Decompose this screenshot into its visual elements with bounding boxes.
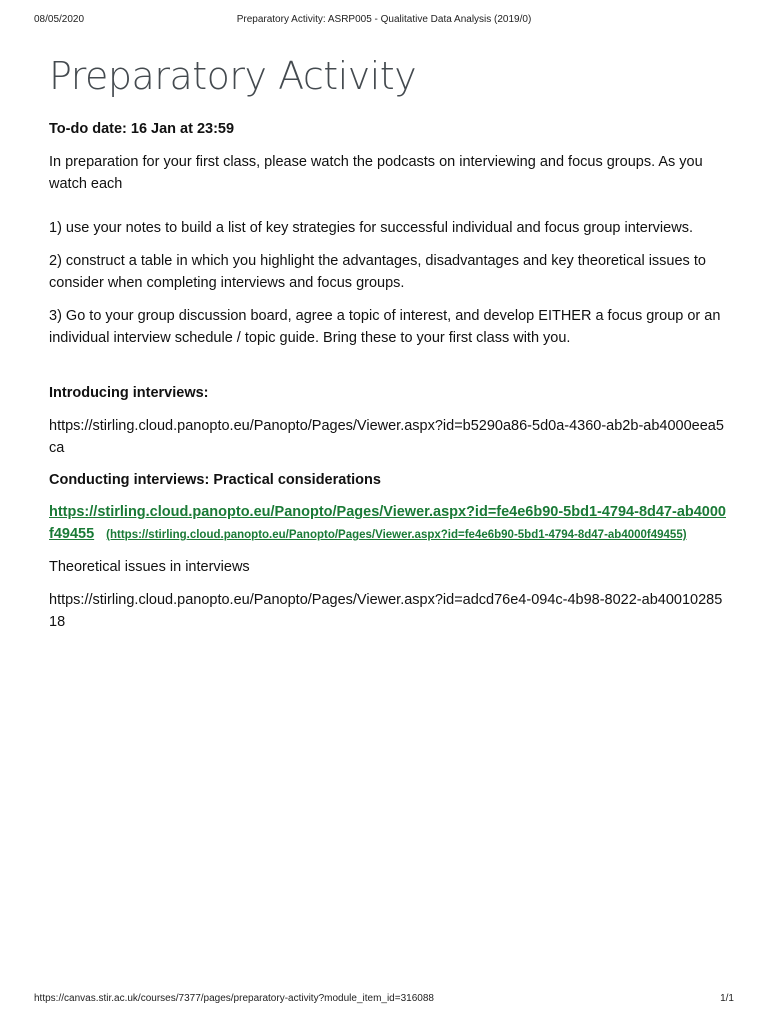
- print-footer-page-count: 1/1: [720, 993, 734, 1004]
- introducing-interviews-url: https://stirling.cloud.panopto.eu/Panopto/Pages/Viewer.aspx?id=b5290a86-5d0a-4360-ab2b-ab4000eea5ca: [49, 418, 724, 456]
- page-content: [49, 52, 729, 633]
- conducting-interviews-heading: Conducting interviews: Practical considerations: [49, 472, 381, 488]
- intro-paragraph: In preparation for your first class, please watch the podcasts on interviewing and focus groups. As you watch each: [49, 154, 703, 192]
- print-header-date: 08/05/2020: [34, 14, 85, 25]
- theoretical-issues-url: https://stirling.cloud.panopto.eu/Panopto/Pages/Viewer.aspx?id=adcd76e4-094c-4b98-8022-ab4001028518: [49, 592, 723, 630]
- theoretical-issues-heading: Theoretical issues in interviews: [49, 559, 250, 575]
- conducting-interviews-link-printed[interactable]: (https://stirling.cloud.panopto.eu/Panopto/Pages/Viewer.aspx?id=fe4e6b90-5bd1-4794-8d47-ab4000f49455): [106, 529, 687, 541]
- page-title: Preparatory Activity: [49, 54, 417, 98]
- print-header: [0, 14, 768, 30]
- step-1: 1) use your notes to build a list of key strategies for successful individual and focus group interviews.: [49, 220, 693, 236]
- print-header-title: Preparatory Activity: ASRP005 - Qualitative Data Analysis (2019/0): [236, 14, 532, 25]
- conducting-interviews-link[interactable]: https://stirling.cloud.panopto.eu/Panopto/Pages/Viewer.aspx?id=fe4e6b90-5bd1-4794-8d47-ab4000f49455: [49, 504, 726, 542]
- introducing-interviews-heading: Introducing interviews:: [49, 385, 209, 401]
- step-3: 3) Go to your group discussion board, agree a topic of interest, and develop EITHER a focus group or an individual interview schedule / topic guide. Bring these to your first class with you.: [49, 308, 721, 346]
- step-2: 2) construct a table in which you highlight the advantages, disadvantages and key theoretical issues to consider when completing interviews and focus groups.: [49, 253, 706, 291]
- todo-date: To-do date: 16 Jan at 23:59: [49, 121, 235, 137]
- conducting-interviews-link-block: [49, 501, 729, 546]
- print-footer-url: https://canvas.stir.ac.uk/courses/7377/pages/preparatory-activity?module_item_id=316088: [34, 993, 434, 1004]
